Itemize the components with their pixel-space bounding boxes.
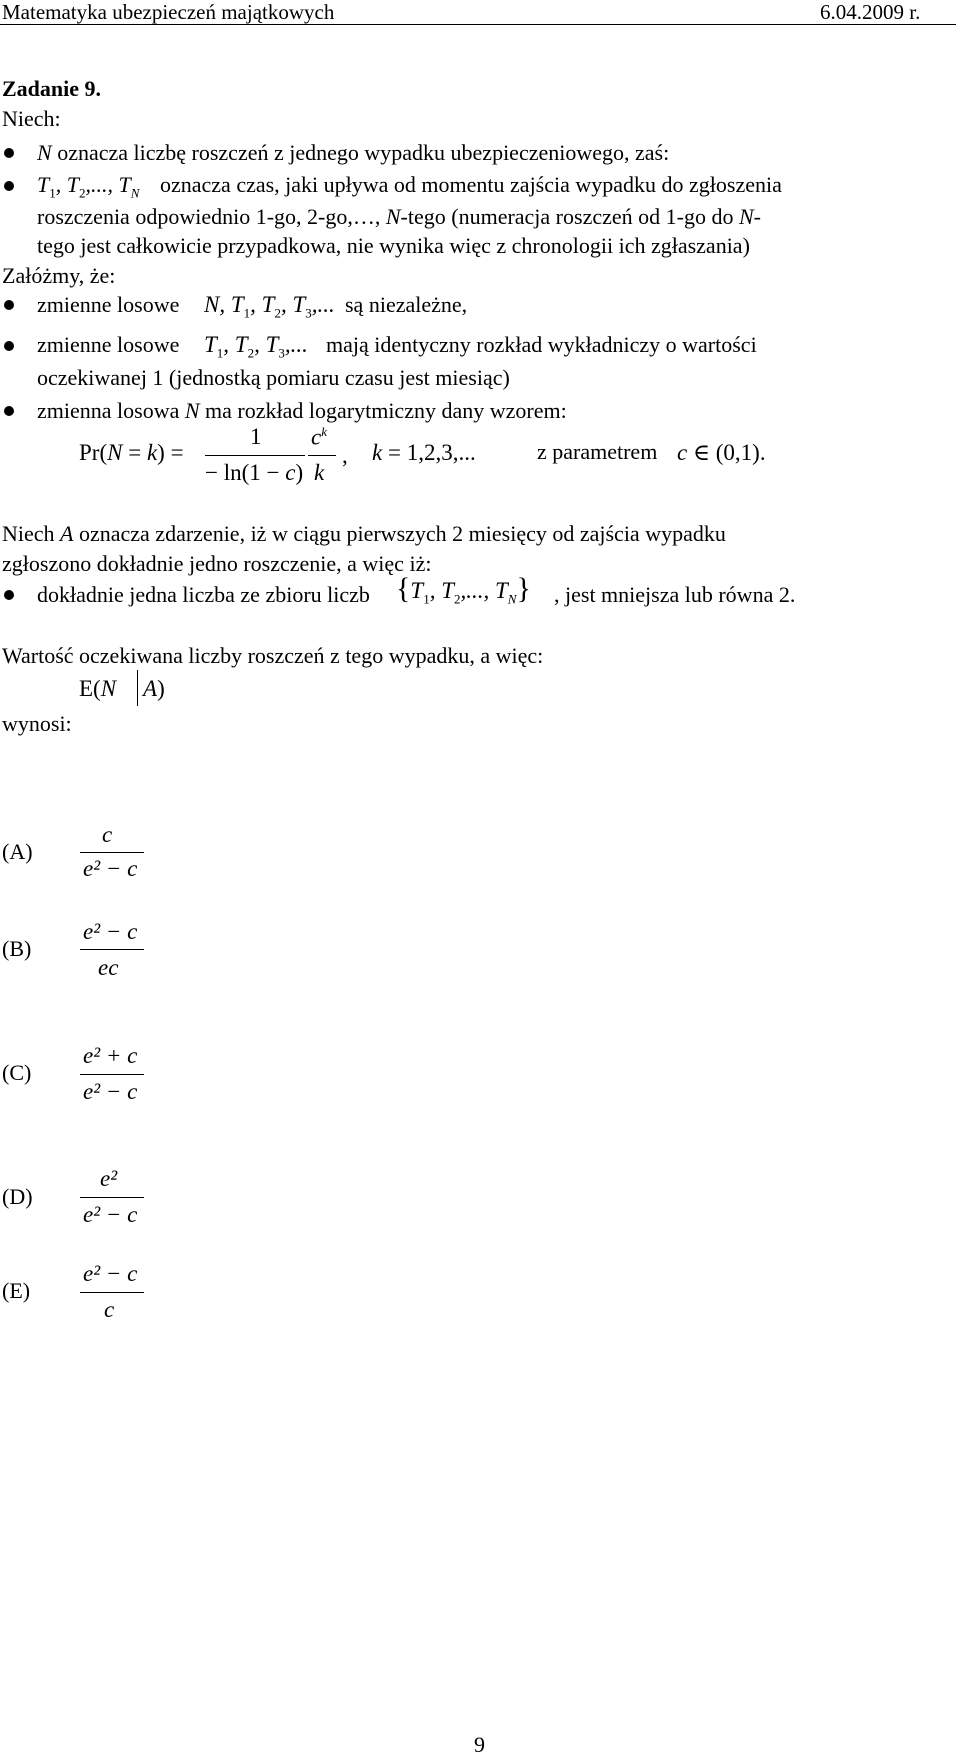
bullet-1-body: oznacza liczbę roszczeń z jednego wypadku ubezpieczeniowego, zaś:: [51, 140, 670, 165]
var-n: N: [37, 140, 52, 165]
header-title: Matematyka ubezpieczeń majątkowych: [2, 0, 335, 24]
fraction-1-num: 1: [250, 424, 262, 449]
page-number: 9: [474, 1732, 485, 1757]
fraction-2-bar: [308, 455, 336, 456]
answer-a-den: e² − c: [83, 856, 138, 881]
assume-1-vars: N, $T_1$, $T_2$, $T_3$,...: [204, 292, 335, 321]
assume-3-text: zmienna losowa N ma rozkład logarytmiczny dany wzorem:: [37, 398, 567, 423]
answer-c-num: e² + c: [83, 1043, 138, 1068]
answer-a-bar: [80, 852, 144, 853]
formula-k-range: k = 1,2,3,...: [372, 440, 476, 465]
wynosi-text: wynosi:: [2, 711, 72, 736]
event-line-1: Niech A oznacza zdarzenie, iż w ciągu pierwszych 2 miesięcy od zajścia wypadku: [2, 521, 726, 546]
bullet-dot: [4, 300, 14, 310]
assume-1-text: zmienne losowe: [37, 292, 180, 317]
fraction-2-den: k: [314, 460, 325, 485]
bullet-dot: [4, 148, 14, 158]
bullet-2-cont-2: tego jest całkowicie przypadkowa, nie wynika więc z chronologii ich zgłaszania): [37, 233, 750, 258]
bullet-2-body: oznacza czas, jaki upływa od momentu zajścia wypadku do zgłoszenia: [160, 172, 782, 197]
assume-2-vars: $T_1$, $T_2$, $T_3$,...: [204, 332, 308, 361]
answer-label: (D): [2, 1184, 33, 1209]
answer-d-bar: [80, 1197, 144, 1198]
answer-e-bar: [80, 1292, 144, 1293]
expectation-expr-tail: A): [143, 676, 165, 701]
header-date: 6.04.2009 r.: [820, 0, 921, 24]
event-line-2: zgłoszono dokładnie jedno roszczenie, a więc iż:: [2, 551, 432, 576]
assume-2-tail: mają identyczny rozkład wykładniczy o wartości: [326, 332, 757, 357]
formula-comma: ,: [342, 443, 348, 468]
answer-d-den: e² − c: [83, 1202, 138, 1227]
bullet-2-cont-1: roszczenia odpowiednio 1-go, 2-go,…, N-tego (numeracja roszczeń od 1-go do N-: [37, 204, 761, 229]
bullet-dot: [4, 341, 14, 351]
expectation-expr: E(N: [79, 676, 117, 701]
fraction-2-num: $c^k$: [311, 424, 327, 450]
answer-b-num: e² − c: [83, 919, 138, 944]
answer-c-den: e² − c: [83, 1079, 138, 1104]
answer-b-den: ec: [98, 955, 119, 980]
bullet-dot: [4, 590, 14, 600]
assume-2-text: zmienne losowe: [37, 332, 180, 357]
question-text: Wartość oczekiwana liczby roszczeń z tego wypadku, a więc:: [2, 643, 544, 668]
fraction-1-den: − ln(1 − c): [205, 460, 304, 485]
task-heading: Zadanie 9.: [2, 76, 102, 101]
bullet-3-tail: , jest mniejsza lub równa 2.: [554, 582, 796, 607]
formula-param-set: c ∈ (0,1).: [677, 440, 766, 465]
answer-label: (A): [2, 839, 33, 864]
answer-c-bar: [80, 1074, 144, 1075]
t-set: {$T_1$, $T_2$,..., $T_N$}: [396, 572, 531, 607]
answer-d-num: e²: [100, 1166, 118, 1191]
answer-a-num: c: [102, 822, 113, 847]
t-sequence: $T_1$, $T_2$,..., $T_N$: [37, 172, 140, 201]
bullet-1-text: [37, 142, 669, 164]
fraction-1-bar: [205, 455, 305, 456]
answer-e-den: c: [104, 1297, 115, 1322]
answer-label: (E): [2, 1278, 31, 1303]
header-rule: [0, 24, 956, 25]
answer-label: (C): [2, 1060, 32, 1085]
answer-e-num: e² − c: [83, 1261, 138, 1286]
answer-label: (B): [2, 936, 32, 961]
intro-text: Niech:: [2, 106, 61, 131]
bullet-dot: [4, 406, 14, 416]
assume-2-cont: oczekiwanej 1 (jednostką pomiaru czasu jest miesiąc): [37, 365, 510, 390]
assume-text: Załóżmy, że:: [2, 263, 116, 288]
bullet-dot: [4, 181, 14, 191]
formula-lhs: Pr(N = k) =: [79, 440, 184, 465]
assume-1-tail: są niezależne,: [345, 292, 468, 317]
formula-param: z parametrem: [537, 439, 658, 464]
answer-b-bar: [80, 949, 144, 950]
bullet-3-text: dokładnie jedna liczba ze zbioru liczb: [37, 582, 370, 607]
conditional-bar: [137, 670, 138, 706]
